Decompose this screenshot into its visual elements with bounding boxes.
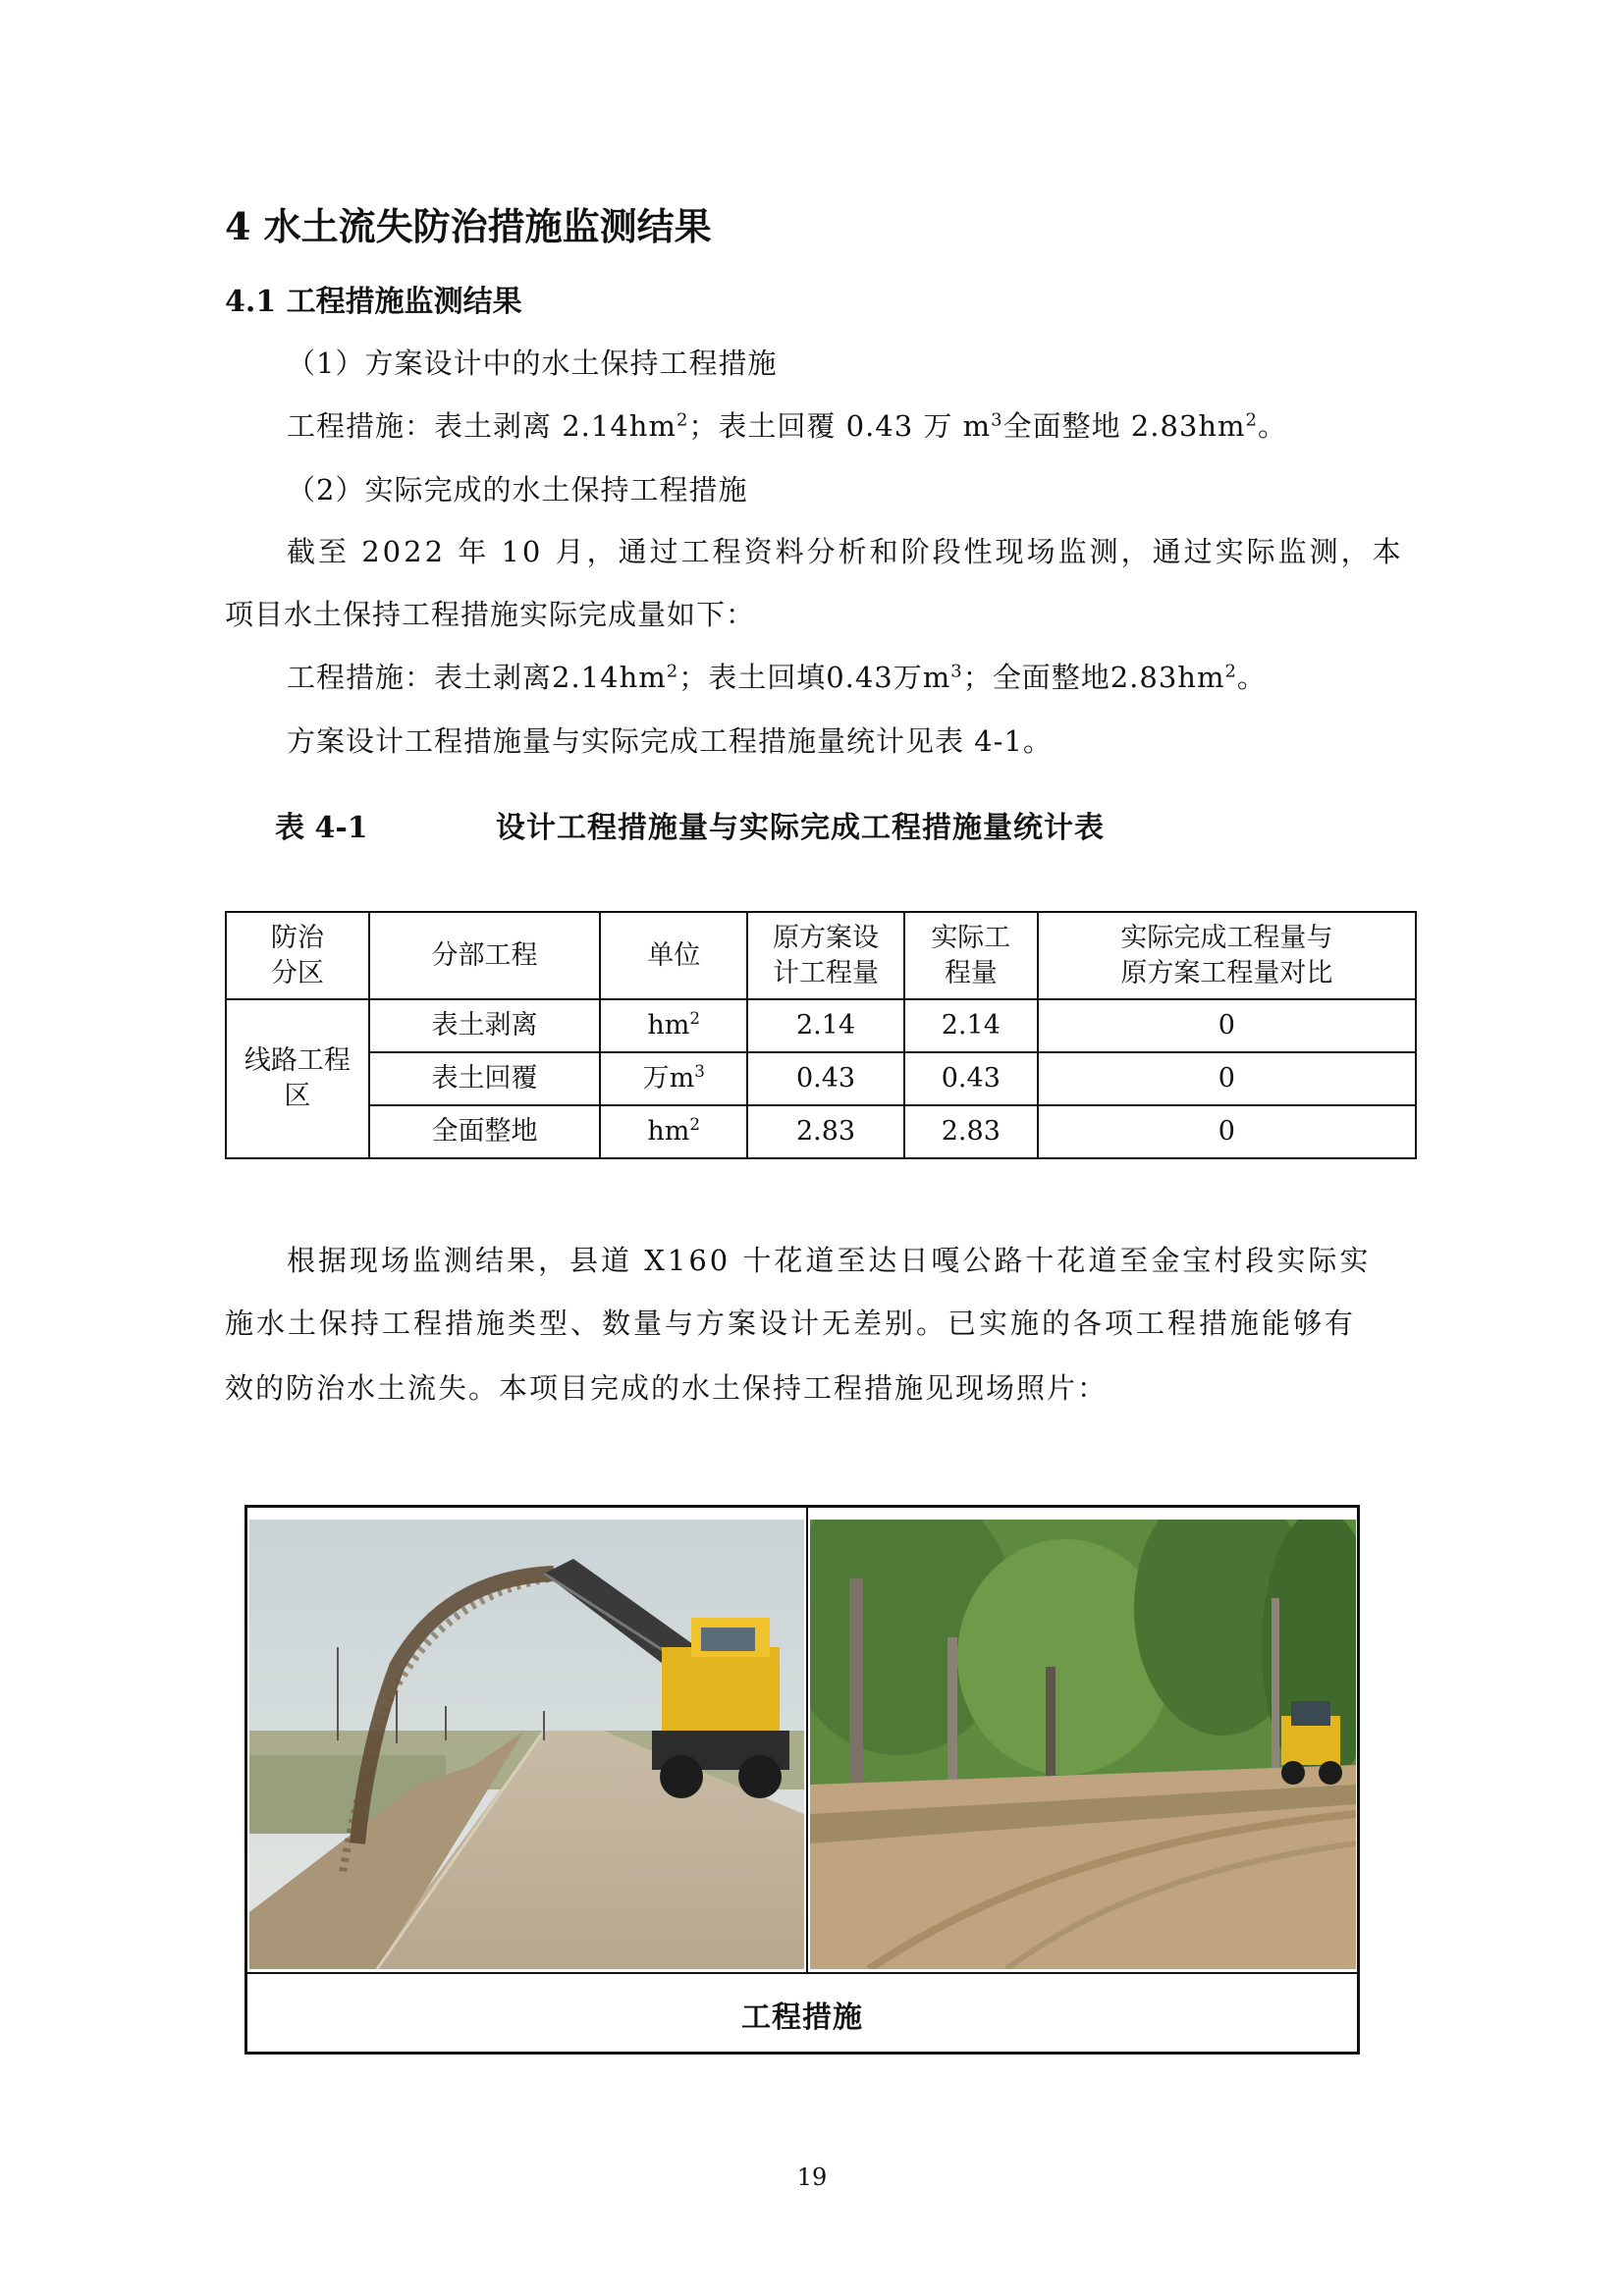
photo-road-milling (249, 1520, 804, 1969)
photo-caption-divider (247, 1972, 1357, 1974)
header-design-quantity: 原方案设 计工程量 (747, 912, 904, 999)
table-header-row (226, 912, 1416, 999)
row-design: 2.14 (747, 999, 904, 1052)
subsection-title: 4.1 工程措施监测结果 (225, 285, 522, 319)
photo-caption: 工程措施 (741, 2001, 863, 2035)
page-number: 19 (796, 2163, 828, 2191)
row-unit: 万$m^3$ (600, 1052, 747, 1105)
row-actual: 2.83 (904, 1105, 1038, 1158)
row-actual: 2.14 (904, 999, 1038, 1052)
zone-cell: 线路工程 区 (226, 999, 369, 1158)
paragraph-design-measures: 工程措施：表土剥离 $2.14hm^2$；表土回覆 0.43 万 $m^3$全面整地 $2.83hm^2$。 (287, 409, 1287, 443)
photo-site-grading (810, 1520, 1356, 1969)
section-title: 4 水土流失防治措施监测结果 (225, 204, 712, 248)
table-row (226, 1052, 1416, 1105)
conclusion-line2: 施水土保持工程措施类型、数量与方案设计无差别。已实施的各项工程措施能够有 (225, 1307, 1357, 1340)
paragraph-design-heading: （1）方案设计中的水土保持工程措施 (287, 347, 778, 380)
paragraph-actual-measures: 工程措施：表土剥离$2.14hm^2$；表土回填0.43万$m^3$；全面整地$2.83hm^2$。 (287, 661, 1267, 694)
paragraph-actual-intro-line1: 截至 2022 年 10 月，通过工程资料分析和阶段性现场监测，通过实际监测，本 (287, 535, 1404, 568)
header-sub-project: 分部工程 (369, 912, 601, 999)
table-title: 设计工程措施量与实际完成工程措施量统计表 (496, 811, 1105, 845)
row-unit: $hm^2$ (600, 999, 747, 1052)
table-row (226, 999, 1416, 1052)
conclusion-line1: 根据现场监测结果，县道 X160 十花道至达日嘎公路十花道至金宝村段实际实 (287, 1244, 1372, 1277)
row-design: 0.43 (747, 1052, 904, 1105)
table-row (226, 1105, 1416, 1158)
paragraph-table-reference: 方案设计工程措施量与实际完成工程措施量统计见表 4-1。 (287, 724, 1053, 758)
header-actual-quantity: 实际工 程量 (904, 912, 1038, 999)
row-diff: 0 (1038, 1105, 1416, 1158)
paragraph-actual-intro-line2: 项目水土保持工程措施实际完成量如下： (225, 598, 756, 631)
row-actual: 0.43 (904, 1052, 1038, 1105)
paragraph-actual-heading: （2）实际完成的水土保持工程措施 (287, 473, 748, 507)
row-diff: 0 (1038, 999, 1416, 1052)
header-comparison: 实际完成工程量与 原方案工程量对比 (1038, 912, 1416, 999)
table-number: 表 4-1 (275, 811, 368, 845)
conclusion-line3: 效的防治水土流失。本项目完成的水土保持工程措施见现场照片： (225, 1371, 1109, 1405)
row-name: 表土剥离 (369, 999, 601, 1052)
header-unit: 单位 (600, 912, 747, 999)
photo-divider (806, 1508, 808, 1972)
row-diff: 0 (1038, 1052, 1416, 1105)
row-design: 2.83 (747, 1105, 904, 1158)
photo-figure (244, 1505, 1360, 2055)
header-zone: 防治 分区 (226, 912, 369, 999)
row-name: 全面整地 (369, 1105, 601, 1158)
measures-table (225, 911, 1417, 1159)
row-unit: $hm^2$ (600, 1105, 747, 1158)
row-name: 表土回覆 (369, 1052, 601, 1105)
